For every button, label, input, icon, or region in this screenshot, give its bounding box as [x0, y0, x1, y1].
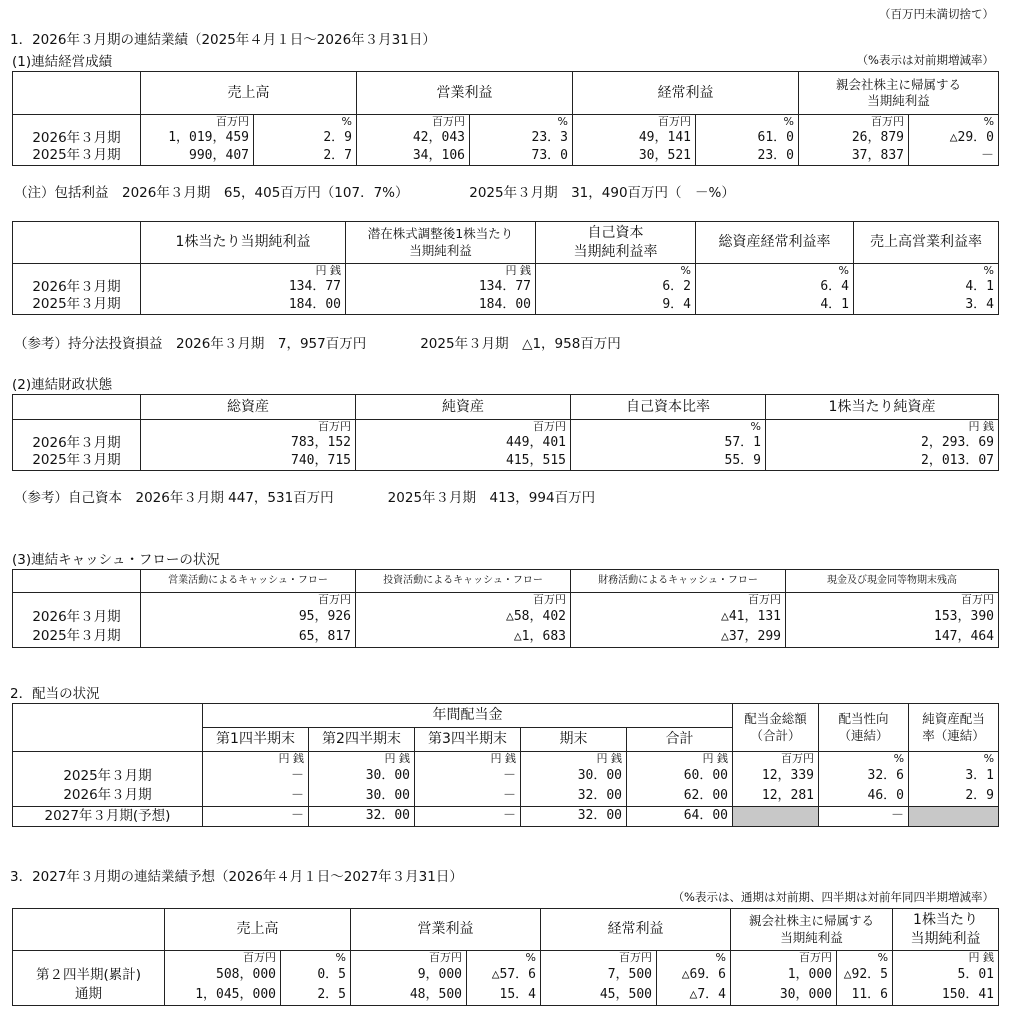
equity-note: （参考）自己資本 2026年３月期 447，531百万円 2025年３月期 413，994百万円 [14, 490, 596, 506]
table-row: 2025年３月期 184．00 184．00 9．4 4．1 3．4 [13, 297, 999, 315]
subsection-financial-position: (2)連結財政状態 [12, 377, 113, 393]
header-financing-cf: 財務活動によるキャッシュ・フロー [571, 570, 786, 593]
unit-note: （百万円未満切捨て） [879, 7, 994, 21]
header-q2: 第2四半期末 [309, 728, 415, 752]
unit: % [909, 115, 999, 130]
header-bps: 1株当たり純資産 [766, 395, 999, 420]
header-annual-dividend: 年間配当金 [203, 704, 733, 728]
table-row: 2026年３月期 － 30．00 － 32．00 62．00 12，281 46．0 2．9 [13, 787, 999, 807]
subsection-cash-flow: (3)連結キャッシュ・フローの状況 [12, 552, 220, 568]
header-cash-balance: 現金及び現金同等物期末残高 [786, 570, 999, 593]
section-title-dividends: 2．配当の状況 [10, 686, 100, 702]
header-roa: 総資産経常利益率 [696, 222, 854, 264]
section-title-forecast: 3．2027年３月期の連結業績予想（2026年４月１日～2027年３月31日） [10, 869, 463, 885]
subsection-operating-results: (1)連結経営成績 [12, 54, 113, 70]
header-doe: 純資産配当 率（連結） [909, 704, 999, 752]
header-ordinary-income: 経常利益 [541, 909, 731, 951]
table-row: 2026年３月期 134．77 134．77 6．2 6．4 4．1 [13, 279, 999, 297]
header-total: 合計 [627, 728, 733, 752]
unit: % [696, 115, 799, 130]
header-blank [13, 72, 141, 115]
section-title-results: 1．2026年３月期の連結業績（2025年４月１日～2026年３月31日） [10, 32, 436, 48]
per-share-table: 1株当たり当期純利益 潜在株式調整後1株当たり 当期純利益 自己資本 当期純利益率 総資産経常利益率 売上高営業利益率 円 銭 円 銭 % % % 2026年３月期 134．77 134．77 6．2 6．4 4．1 2025年３月期 184．00 184．00 9．4 4．1 3．4 [12, 221, 999, 315]
header-q1: 第1四半期末 [203, 728, 309, 752]
unit: % [254, 115, 357, 130]
pct-note: （%表示は対前期増減率） [856, 53, 994, 67]
unit: 百万円 [573, 115, 696, 130]
unit: 百万円 [357, 115, 470, 130]
financial-position-table: 総資産 純資産 自己資本比率 1株当たり純資産 百万円 百万円 % 円 銭 2026年３月期 783，152 449，401 57．1 2，293．69 2025年３月期 740，715 415，515 55．9 2，013．07 [12, 394, 999, 471]
table-row: 2025年３月期 990，407 2．7 34，106 73．0 30，521 23．0 37，837 － [13, 148, 999, 166]
header-operating-income: 営業利益 [351, 909, 541, 951]
header-total-assets: 総資産 [141, 395, 356, 420]
table-row: 2025年３月期 － 30．00 － 30．00 60．00 12，339 32．6 3．1 [13, 767, 999, 787]
shaded-cell [909, 807, 999, 827]
header-net-assets: 純資産 [356, 395, 571, 420]
table-row: 2026年３月期 1，019，459 2．9 42，043 23．3 49，141 61．0 26，879 △29．0 [13, 130, 999, 148]
table-row: 2026年３月期 95，926 △58，402 △41，131 153，390 [13, 608, 999, 628]
operating-results-table [12, 71, 999, 166]
header-operating-margin: 売上高営業利益率 [854, 222, 999, 264]
table-row: 通期 1，045，000 2．5 48，500 15．4 45，500 △7．4 30，000 11．6 150．41 [13, 986, 999, 1006]
cash-flow-table: 営業活動によるキャッシュ・フロー 投資活動によるキャッシュ・フロー 財務活動によるキャッシュ・フロー 現金及び現金同等物期末残高 百万円 百万円 百万円 百万円 2026年３月期 95，926 △58，402 △41，131 153，390 2025年３月期 65，817 △1，683 △37，299 147，464 [12, 569, 999, 648]
header-diluted-eps: 潜在株式調整後1株当たり 当期純利益 [346, 222, 536, 264]
unit: 百万円 [141, 115, 254, 130]
table-row: 2025年３月期 740，715 415，515 55．9 2，013．07 [13, 453, 999, 471]
header-net-income: 親会社株主に帰属する 当期純利益 [799, 72, 999, 115]
header-operating-income: 営業利益 [357, 72, 573, 115]
shaded-cell [733, 807, 819, 827]
header-payout-ratio: 配当性向 （連結） [819, 704, 909, 752]
header-sales: 売上高 [141, 72, 357, 115]
table-row: 2026年３月期 783，152 449，401 57．1 2，293．69 [13, 435, 999, 453]
comprehensive-income-note: （注）包括利益 2026年３月期 65，405百万円（107．7%） 2025年３月期 31，490百万円（ －%） [14, 185, 735, 201]
table-row: 2025年３月期 65，817 △1，683 △37，299 147，464 [13, 628, 999, 648]
header-equity-ratio: 自己資本比率 [571, 395, 766, 420]
forecast-pct-note: （%表示は、通期は対前期、四半期は対前年同四半期増減率） [672, 890, 994, 904]
header-investing-cf: 投資活動によるキャッシュ・フロー [356, 570, 571, 593]
header-total-dividend: 配当金総額 （合計） [733, 704, 819, 752]
header-net-income: 親会社株主に帰属する 当期純利益 [731, 909, 893, 951]
row-label: 2025年３月期 [13, 148, 141, 166]
header-eps: 1株当たり 当期純利益 [893, 909, 999, 951]
header-q3: 第3四半期末 [415, 728, 521, 752]
header-ordinary-income: 経常利益 [573, 72, 799, 115]
equity-method-note: （参考）持分法投資損益 2026年３月期 7，957百万円 2025年３月期 △1，958百万円 [14, 336, 621, 352]
table-row-forecast: 2027年３月期(予想) － 32．00 － 32．00 64．00 － [13, 807, 999, 827]
header-roe: 自己資本 当期純利益率 [536, 222, 696, 264]
header-operating-cf: 営業活動によるキャッシュ・フロー [141, 570, 356, 593]
dividends-table: 年間配当金 配当金総額 （合計） 配当性向 （連結） 純資産配当 率（連結） 第1四半期末 第2四半期末 第3四半期末 期末 合計 円 銭 円 銭 円 銭 円 銭 円 銭 百万円 % % 2025年３月期 － 30．00 － 30．00 60．00 12，339 32．6 3．1 2026年３月期 － 30．00 － 32．00 62．00 12，281 46．0 2．9 2027年３月期(予想) － 32．00 － 32．00 64．00 － [12, 703, 999, 827]
unit: % [470, 115, 573, 130]
table-row: 第２四半期(累計) 508，000 0．5 9，000 △57．6 7，500 △69．6 1，000 △92．5 5．01 [13, 966, 999, 986]
header-eps: 1株当たり当期純利益 [141, 222, 346, 264]
header-sales: 売上高 [165, 909, 351, 951]
forecast-table: 売上高 営業利益 経常利益 親会社株主に帰属する 当期純利益 1株当たり 当期純利益 百万円 % 百万円 % 百万円 % 百万円 % 円 銭 第２四半期(累計) 508，000 0．5 9，000 △57．6 7，500 △69．6 1，000 △92．5 5．01 通期 1，045，000 2．5 48，500 15．4 45，500 △7．4 30，000 11．6 150．41 [12, 908, 999, 1006]
header-year-end: 期末 [521, 728, 627, 752]
unit: 百万円 [799, 115, 909, 130]
row-label: 2026年３月期 [13, 130, 141, 148]
